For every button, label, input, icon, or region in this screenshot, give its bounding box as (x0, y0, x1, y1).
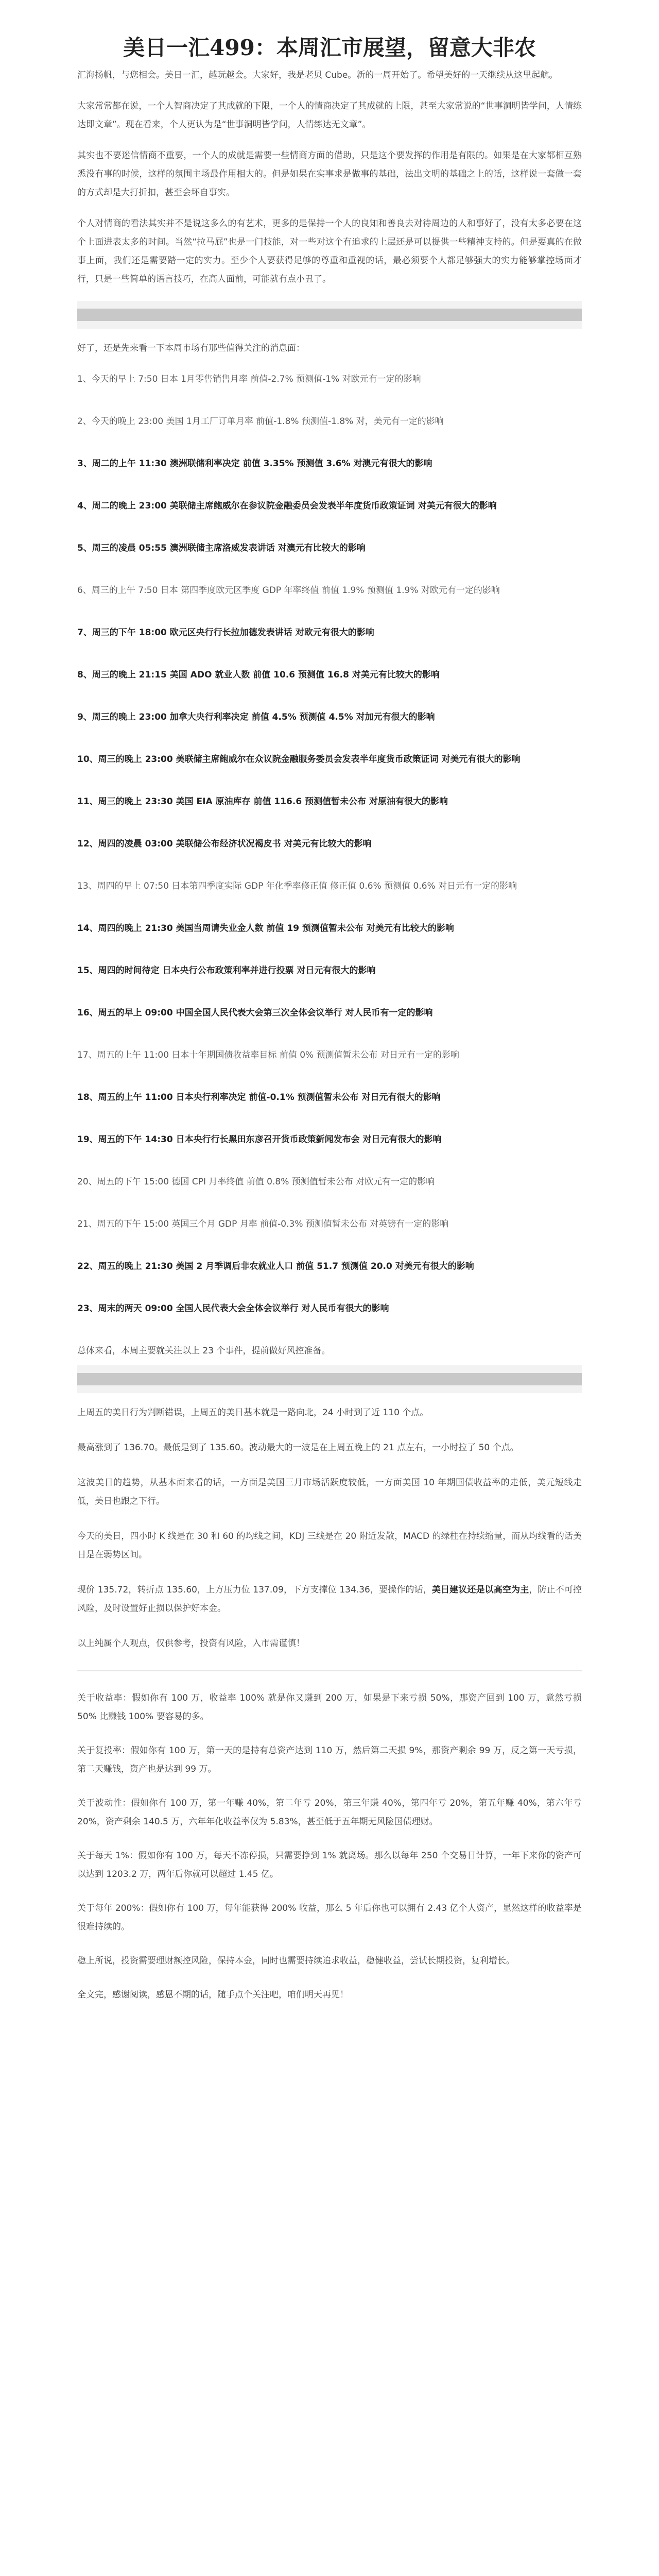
events-intro: 好了，还是先来看一下本周市场有那些值得关注的消息面： (77, 343, 305, 353)
divider-line (77, 1670, 582, 1671)
rule-paragraph: 稳上所说，投资需要理财额控风险，保持本金，同时也需要持续追求收益，稳健收益，尝试长期投资，复利增长。 (77, 1956, 515, 1966)
divider-bar (77, 1365, 582, 1393)
event-item: 4、周二的晚上 23:00 美联储主席鲍威尔在参议院金融委员会发表半年度货币政策证词 对美元有很大的影响 (77, 501, 497, 511)
events-list (77, 370, 582, 1318)
event-item: 18、周五的上午 11:00 日本央行利率决定 前值-0.1% 预测值暂未公布 对日元有很大的影响 (77, 1092, 441, 1103)
highlight-text: 美日建议还是以高空为主 (431, 1585, 529, 1595)
event-item: 7、周三的下午 18:00 欧元区央行行长拉加德发表讲话 对欧元有很大的影响 (77, 628, 374, 638)
event-item: 20、周五的下午 15:00 德国 CPI 月率终值 前值 0.8% 预测值暂未公布 对欧元有一定的影响 (77, 1177, 435, 1187)
event-item: 2、今天的晚上 23:00 美国 1月工厂订单月率 前值-1.8% 预测值-1.8% 对，美元有一定的影响 (77, 416, 444, 427)
event-item: 12、周四的凌晨 03:00 美联储公布经济状况褐皮书 对美元有比较大的影响 (77, 839, 372, 849)
rule-paragraph: 关于复投率：假如你有 100 万，第一天的是持有总资产达到 110 万，然后第二天损 9%，那资产剩余 99 万，反之第一天亏损，第二天赚钱，资产也是达到 99 万。 (77, 1745, 582, 1774)
event-item: 23、周末的两天 09:00 全国人民代表大会全体会议举行 对人民币有很大的影响 (77, 1303, 389, 1314)
paragraph-text: 这波美日的趋势，从基本面来看的话，一方面是美国三月市场活跃度较低，一方面美国 10 年期国债收益率的走低，美元短线走低，美日也跟之下行。 (77, 1478, 582, 1506)
market-paragraph (77, 1581, 582, 1618)
paragraph-text: 最高涨到了 136.70。最低是到了 135.60。波动最大的一波是在上周五晚上的 21 点左右，一小时拉了 50 个点。 (77, 1443, 519, 1453)
event-item: 22、周五的晚上 21:30 美国 2 月季调后非农就业人口 前值 51.7 预测值 20.0 对美元有很大的影响 (77, 1261, 474, 1272)
market-analysis (77, 1403, 582, 1653)
event-item: 3、周二的上午 11:30 澳洲联储利率决定 前值 3.35% 预测值 3.6% 对澳元有很大的影响 (77, 459, 432, 469)
rule-paragraph: 关于波动性：假如你有 100 万，第一年赚 40%，第二年亏 20%，第三年赚 40%，第四年亏 20%，第五年赚 40%，第六年亏 20%，资产剩余 140.5 万，六年年化收益率仅为 5.83%，甚至低于五年期无风险国债理财。 (77, 1798, 582, 1827)
intro-paragraph: 其实也不要迷信情商不重要，一个人的成就是需要一些情商方面的借助，只是这个要发挥的作用是有限的。如果是在大家都相互熟悉没有事的时候，这样的氛围主场最作用相大的。但是如果在实事求是做事的基础，法出文明的基础之上的话，这样说一套做一套的方式却是大打折扣，甚至会坏自事实。 (77, 150, 582, 198)
divider-bar (77, 301, 582, 329)
intro-paragraph: 汇海扬帆，与您相会。美日一汇，越玩越会。大家好，我是老贝 Cube。新的一周开始了。希望美好的一天继续从这里起航。 (77, 70, 558, 80)
market-paragraph (77, 1473, 582, 1511)
article-title: 美日一汇499：本周汇市展望，留意大非农 (123, 35, 536, 60)
intro-section (77, 66, 582, 289)
market-paragraph (77, 1403, 582, 1422)
article-body (0, 66, 659, 2004)
market-paragraph (77, 1634, 582, 1653)
event-item: 1、今天的早上 7:50 日本 1月零售销售月率 前值-2.7% 预测值-1% 对欧元有一定的影响 (77, 374, 421, 384)
event-item: 19、周五的下午 14:30 日本央行行长黑田东彦召开货币政策新闻发布会 对日元有很大的影响 (77, 1134, 442, 1145)
event-item: 5、周三的凌晨 05:55 澳洲联储主席洛威发表讲话 对澳元有比较大的影响 (77, 543, 366, 553)
event-item: 14、周四的晚上 21:30 美国当周请失业金人数 前值 19 预测值暂未公布 对美元有比较大的影响 (77, 923, 454, 934)
event-item: 15、周四的时间待定 日本央行公布政策利率并进行投票 对日元有很大的影响 (77, 965, 376, 976)
rule-paragraph: 关于每天 1%：假如你有 100 万，每天不冻停损，只需要挣到 1% 就离场。那么以每年 250 个交易日计算，一年下来你的资产可以达到 1203.2 万，两年后你就可以超过 1.45 亿。 (77, 1851, 582, 1879)
event-item: 11、周三的晚上 23:30 美国 EIA 原油库存 前值 116.6 预测值暂未公布 对原油有很大的影响 (77, 796, 448, 807)
intro-paragraph: 大家常常都在说，一个人智商决定了其成就的下限，一个人的情商决定了其成就的上限，甚至大家常说的“世事洞明皆学问，人情练达即文章”。现在看来，个人更认为是“世事洞明皆学问，人情练达无文章”。 (77, 101, 582, 130)
events-summary: 总体来看，本周主要就关注以上 23 个事件，提前做好风控准备。 (77, 1346, 331, 1356)
market-paragraph (77, 1438, 582, 1457)
event-item: 9、周三的晚上 23:00 加拿大央行利率决定 前值 4.5% 预测值 4.5% 对加元有很大的影响 (77, 712, 435, 722)
rule-paragraph: 关于每年 200%：假如你有 100 万，每年能获得 200% 收益，那么 5 年后你也可以拥有 2.43 亿个人资产，显然这样的收益率是很难持续的。 (77, 1903, 582, 1932)
paragraph-text: 上周五的美日行为判断错误，上周五的美日基本就是一路向北，24 小时到了近 110 个点。 (77, 1408, 429, 1418)
paragraph-text: 以上纯属个人观点，仅供参考，投资有风险，入市需谨慎！ (77, 1638, 305, 1649)
paragraph-text: 现价 135.72，转折点 135.60，上方压力位 137.09，下方支撑位 134.36，要操作的话， (77, 1585, 432, 1595)
paragraph-text: ，防止不可控风险，及时设置好止损以保护好本金。 (77, 1585, 582, 1614)
investment-rules (77, 1689, 582, 1970)
event-item: 6、周三的上午 7:50 日本 第四季度欧元区季度 GDP 年率终值 前值 1.9% 预测值 1.9% 对欧元有一定的影响 (77, 585, 500, 596)
event-item: 21、周五的下午 15:00 英国三个月 GDP 月率 前值-0.3% 预测值暂未公布 对英镑有一定的影响 (77, 1219, 449, 1229)
event-item: 8、周三的晚上 21:15 美国 ADO 就业人数 前值 10.6 预测值 16.8 对美元有比较大的影响 (77, 670, 440, 680)
paragraph-text: 今天的美日，四小时 K 线是在 30 和 60 的均线之间，KDJ 三线是在 20 附近发散，MACD 的绿柱在持续缩量，而从均线看的话美日是在弱势区间。 (77, 1531, 582, 1560)
event-item: 16、周五的早上 09:00 中国全国人民代表大会第三次全体会议举行 对人民币有一定的影响 (77, 1008, 433, 1018)
event-item: 17、周五的上午 11:00 日本十年期国债收益率目标 前值 0% 预测值暂未公布 对日元有一定的影响 (77, 1050, 460, 1060)
event-item: 10、周三的晚上 23:00 美联储主席鲍威尔在众议院金融服务委员会发表半年度货币政策证词 对美元有很大的影响 (77, 754, 521, 765)
market-paragraph (77, 1527, 582, 1564)
rule-paragraph: 关于收益率：假如你有 100 万，收益率 100% 就是你又赚到 200 万，如果是下来亏损 50%，那资产回到 100 万，意然亏损 50% 比赚钱 100% 要容易的多。 (77, 1693, 582, 1722)
intro-paragraph: 个人对情商的看法其实并不是说这多么的有艺术，更多的是保持一个人的良知和善良去对待周边的人和事好了，没有太多必要在这个上面进表太多的时间。当然“拉马屁”也是一门技能，对一些对这个有追求的上层还是可以提供一些精神支持的。但是要真的在做事上面，我们还是需要踏一定的实力。至少个人要获得足够的尊重和重视的话，最必须要个人都足够强大的实力能够掌控场面才行，只是一些简单的语言技巧，在高人面前，可能就有点小丑了。 (77, 218, 582, 284)
event-item: 13、周四的早上 07:50 日本第四季度实际 GDP 年化季率修正值 修正值 0.6% 预测值 0.6% 对日元有一定的影响 (77, 881, 517, 891)
closing-text: 全文完，感谢阅读，感恩不期的话，随手点个关注吧，咱们明天再见！ (77, 1990, 349, 2000)
